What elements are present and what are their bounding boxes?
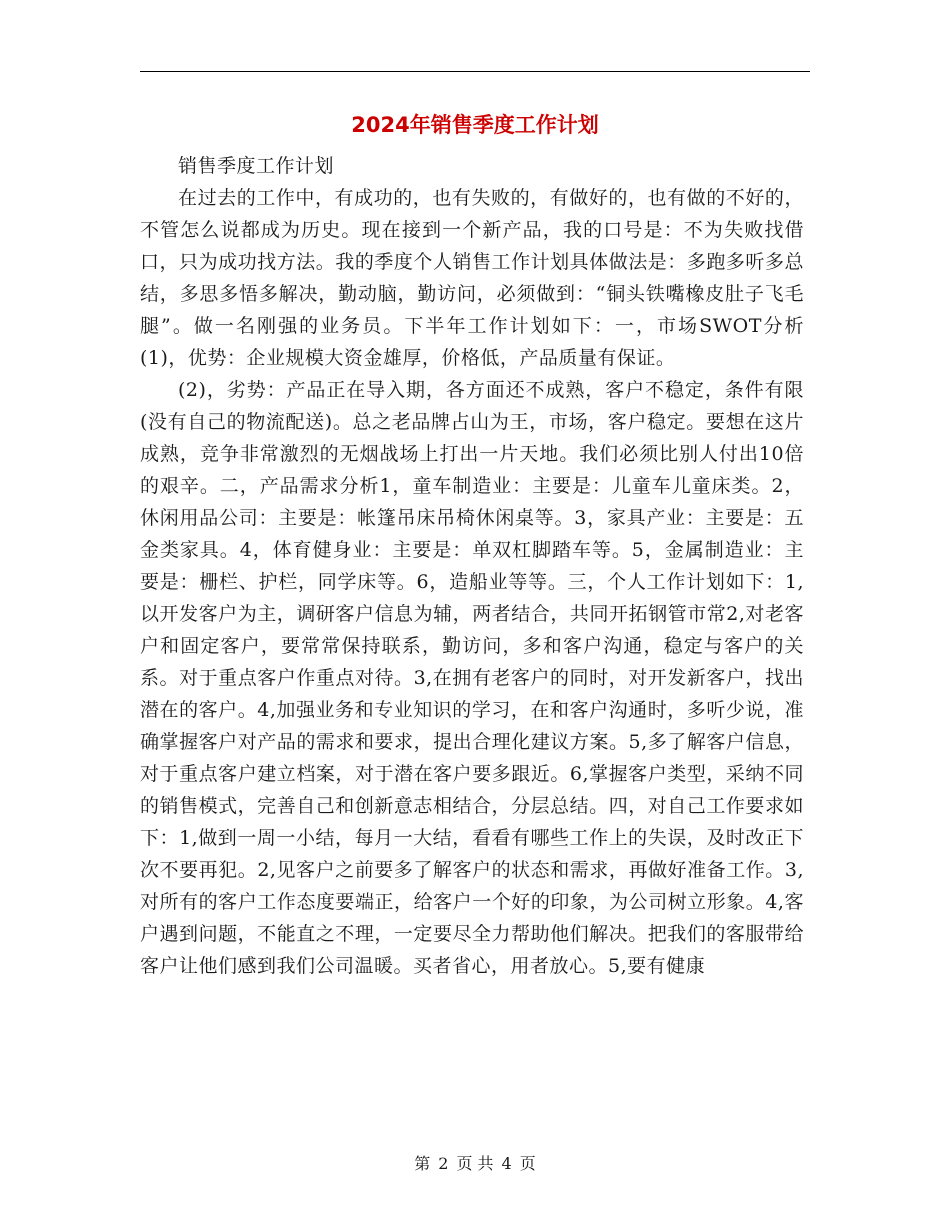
footer-suffix: 页 (519, 1154, 536, 1173)
paragraph-intro: 在过去的工作中，有成功的，也有失败的，有做好的，也有做的不好的，不管怎么说都成为历史。现在接到一个新产品，我的口号是：不为失败找借口，只为成功找方法。我的季度个人销售工作计划具体做法是：多跑多听多总结，多思多悟多解决，勤动脑，勤访问，必须做到：“铜头铁嘴橡皮肚子飞毛腿”。做一名刚强的业务员。下半年工作计划如下：一，市场SWOT分析(1)，优势：企业规模大资金雄厚，价格低，产品质量有保证。 (140, 187, 804, 369)
paragraph-subtitle: 销售季度工作计划 (178, 155, 335, 177)
footer-mid: 页 共 (456, 1154, 494, 1173)
paragraph-plan: (2)，劣势：产品正在导入期，各方面还不成熟，客户不稳定，条件有限(没有自己的物流配送)。总之老品牌占山为王，市场，客户稳定。要想在这片成熟，竞争非常激烈的无烟战场上打出一片天地。我们必须比别人付出10倍的艰辛。二，产品需求分析1，童车制造业：主要是：儿童车儿童床类。2，休闲用品公司：主要是：帐篷吊床吊椅休闲桌等。3，家具产业：主要是：五金类家具。4，体育健身业：主要是：单双杠脚踏车等。5，金属制造业：主要是：栅栏、护栏，同学床等。6，造船业等等。三，个人工作计划如下：1,以开发客户为主，调研客户信息为辅，两者结合，共同开拓钢管市常2,对老客户和固定客户，要常常保持联系，勤访问，多和客户沟通，稳定与客户的关系。对于重点客户作重点对待。3,在拥有老客户的同时，对开发新客户，找出潜在的客户。4,加强业务和专业知识的学习，在和客户沟通时，多听少说，准确掌握客户对产品的需求和要求，提出合理化建议方案。5,多了解客户信息，对于重点客户建立档案，对于潜在客户要多跟近。6,掌握客户类型，采纳不同的销售模式，完善自己和创新意志相结合，分层总结。四，对自己工作要求如下：1,做到一周一小结，每月一大结，看看有哪些工作上的失误，及时改正下次不要再犯。2,见客户之前要多了解客户的状态和需求，再做好准备工作。3,对所有的客户工作态度要端正，给客户一个好的印象，为公司树立形象。4,客户遇到问题，不能直之不理，一定要尽全力帮助他们解决。把我们的客服带给客户让他们感到我们公司温暖。买者省心，用者放心。5,要有健康 (140, 379, 804, 977)
document-body (140, 150, 804, 982)
header-rule (140, 71, 810, 72)
footer-total-pages: 4 (501, 1154, 512, 1173)
footer-page-number: 2 (438, 1154, 449, 1173)
footer-prefix: 第 (414, 1154, 431, 1173)
document-title: 2024年销售季度工作计划 (351, 113, 599, 137)
page-footer (140, 1152, 810, 1176)
